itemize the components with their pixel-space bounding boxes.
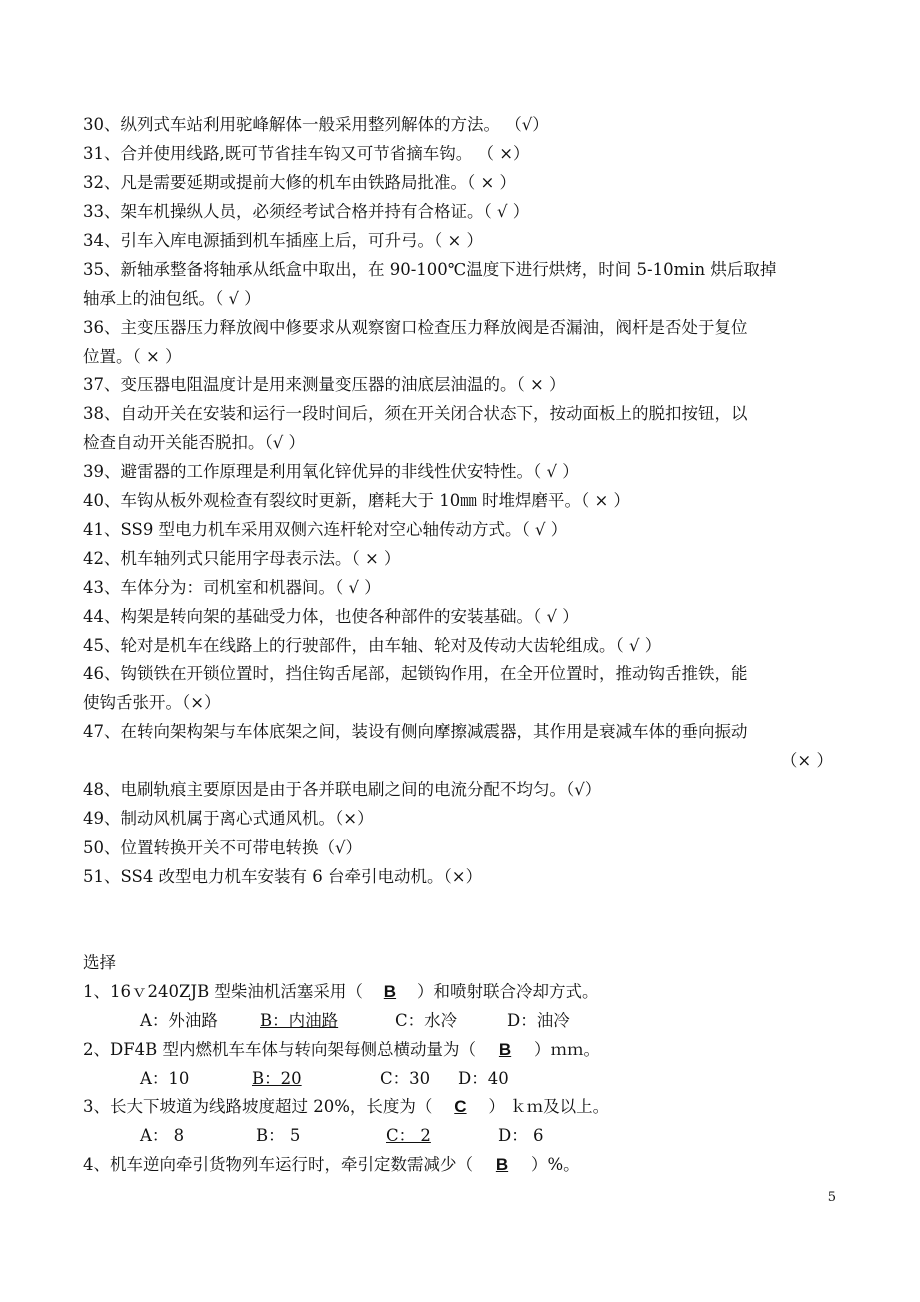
mc-question-4 xyxy=(83,1150,833,1179)
tf-item-48: 48、电刷轨痕主要原因是由于各并联电刷之间的电流分配不均匀。（√） xyxy=(83,780,602,799)
mc-question-text: ） ｋｍ及以上。 xyxy=(488,1097,610,1116)
mc-question-text: ）ｍｍ。 xyxy=(534,1040,601,1059)
tf-item-30: 30、纵列式车站利用驼峰解体一般采用整列解体的方法。 （√） xyxy=(83,115,549,134)
tf-item-47-line1: 47、在转向架构架与车体底架之间，装设有侧向摩擦减震器，其作用是衰减车体的垂向振动 xyxy=(83,722,748,741)
mc-option: D： 6 xyxy=(498,1126,544,1145)
tf-item-44: 44、构架是转向架的基础受力体，也使各种部件的安装基础。（ √ ） xyxy=(83,607,579,626)
mc-question-text: ）%。 xyxy=(531,1155,580,1174)
mc-question-text: 1、16ｖ240ZJB 型柴油机活塞采用（ xyxy=(83,982,363,1001)
tf-item-39: 39、避雷器的工作原理是利用氧化锌优异的非线性伏安特性。（ √ ） xyxy=(83,462,579,481)
mc-question-text: 3、长大下坡道为线路坡度超过 20%，长度为（ xyxy=(83,1097,433,1116)
mc-question-3 xyxy=(83,1092,833,1121)
mc-options-2 xyxy=(140,1064,509,1093)
mc-option: C：水冷 xyxy=(395,1011,458,1030)
tf-item-43: 43、车体分为：司机室和机器间。（ √ ） xyxy=(83,578,381,597)
mc-question-text: 4、机车逆向牵引货物列车运行时，牵引定数需减少（ xyxy=(83,1155,473,1174)
section-title: 选择 xyxy=(83,953,116,972)
tf-item-41: 41、SS9 型电力机车采用双侧六连杆轮对空心轴传动方式。（ √ ） xyxy=(83,520,568,539)
tf-item-38-line2: 检查自动开关能否脱扣。（√ ） xyxy=(83,433,306,452)
tf-item-51: 51、SS4 改型电力机车安装有 6 台牵引电动机。（×） xyxy=(83,867,483,886)
mc-option: B： 5 xyxy=(256,1126,301,1145)
mc-question-text: 2、DF4B 型内燃机车车体与转向架每侧总横动量为（ xyxy=(83,1040,477,1059)
mc-option-selected: B：20 xyxy=(252,1069,302,1088)
mc-option: A： 8 xyxy=(140,1126,185,1145)
tf-item-40: 40、车钩从板外观检查有裂纹时更新，磨耗大于 10㎜ 时堆焊磨平。（ × ） xyxy=(83,491,631,510)
page-number: 5 xyxy=(827,1190,836,1205)
tf-item-50: 50、位置转换开关不可带电转换（√） xyxy=(83,838,363,857)
tf-item-38-line1: 38、自动开关在安装和运行一段时间后，须在开关闭合状态下，按动面板上的脱扣按钮，以 xyxy=(83,404,748,423)
mc-question-2 xyxy=(83,1035,833,1064)
mc-answer: C xyxy=(454,1097,467,1116)
tf-item-46-line1: 46、钩锁铁在开锁位置时，挡住钩舌尾部，起锁钩作用，在全开位置时，推动钩舌推铁，能 xyxy=(83,664,748,683)
mc-options-3 xyxy=(140,1121,543,1150)
mc-option: A：外油路 xyxy=(140,1011,218,1030)
tf-item-31: 31、合并使用线路,既可节省挂车钩又可节省摘车钩。 （ ×） xyxy=(83,144,530,163)
tf-item-34: 34、引车入库电源插到机车插座上后，可升弓。（ × ） xyxy=(83,231,484,250)
tf-item-42: 42、机车轴列式只能用字母表示法。（ × ） xyxy=(83,549,401,568)
mc-option: D：油冷 xyxy=(507,1011,570,1030)
tf-item-35-line2: 轴承上的油包纸。（ √ ） xyxy=(83,289,261,308)
tf-item-33: 33、架车机操纵人员，必须经考试合格并持有合格证。（ √ ） xyxy=(83,202,530,221)
tf-item-46-line2: 使钩舌张开。（×） xyxy=(83,693,221,712)
mc-option-selected: B：内油路 xyxy=(260,1011,339,1030)
tf-item-32: 32、凡是需要延期或提前大修的机车由铁路局批准。（ × ） xyxy=(83,173,517,192)
tf-item-36-line2: 位置。（ × ） xyxy=(83,347,182,366)
tf-item-45: 45、轮对是机车在线路上的行驶部件，由车轴、轮对及传动大齿轮组成。（ √ ） xyxy=(83,636,662,655)
mc-answer: B xyxy=(498,1040,512,1059)
mc-question-text: ）和喷射联合冷却方式。 xyxy=(416,982,599,1001)
mc-option: D：40 xyxy=(458,1069,509,1088)
mc-question-1 xyxy=(83,977,833,1006)
mc-options-1 xyxy=(140,1006,570,1035)
tf-item-47-line2: （× ） xyxy=(780,751,833,770)
tf-item-36-line1: 36、主变压器压力释放阀中修要求从观察窗口检查压力释放阀是否漏油，阀杆是否处于复位 xyxy=(83,318,748,337)
tf-item-49: 49、制动风机属于离心式通风机。（×） xyxy=(83,809,374,828)
mc-answer: B xyxy=(383,982,397,1001)
tf-item-35-line1: 35、新轴承整备将轴承从纸盒中取出，在 90-100℃温度下进行烘烤，时间 5-10min 烘后取掉 xyxy=(83,260,777,279)
mc-answer: B xyxy=(495,1155,509,1174)
tf-item-37: 37、变压器电阻温度计是用来测量变压器的油底层油温的。（ × ） xyxy=(83,375,566,394)
mc-option: C：30 xyxy=(380,1069,431,1088)
mc-option-selected: C： 2 xyxy=(386,1126,431,1145)
mc-option: A：10 xyxy=(140,1069,190,1088)
